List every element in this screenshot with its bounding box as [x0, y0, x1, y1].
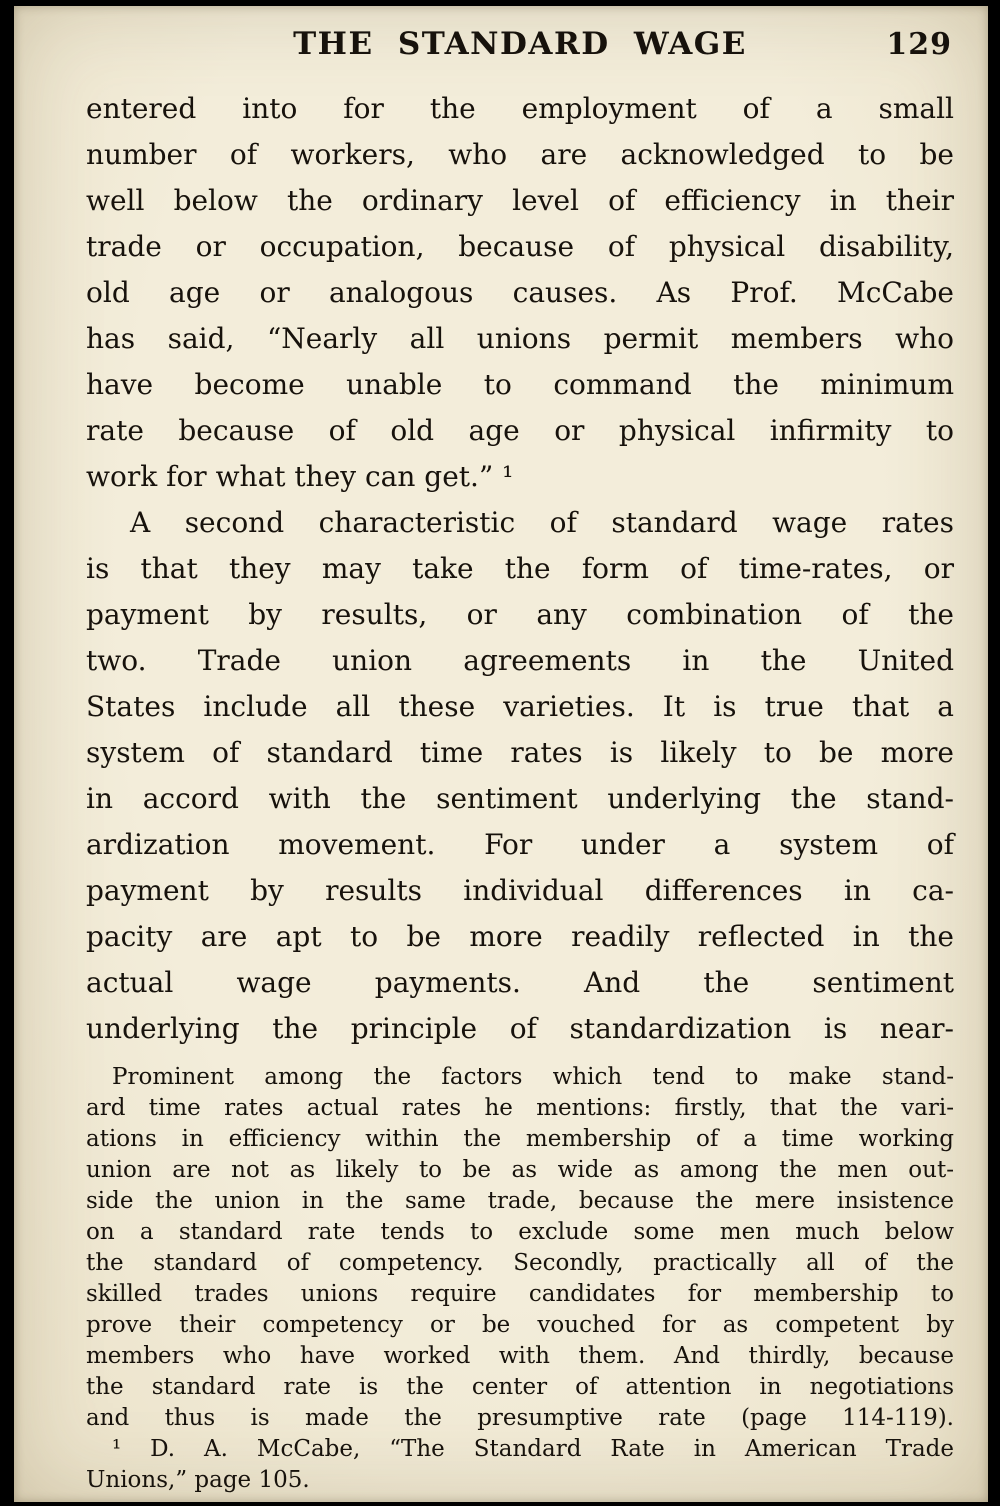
- text-line: in accord with the sentiment underlying the stand-: [86, 782, 954, 815]
- text-line: Prominent among the factors which tend to make stand-: [112, 1064, 954, 1090]
- text-line: have become unable to command the minimum: [86, 368, 954, 401]
- text-line: well below the ordinary level of efficiency in their: [86, 184, 954, 217]
- text-line: rate because of old age or physical infirmity to: [86, 414, 954, 447]
- text-line: has said, “Nearly all unions permit members who: [86, 322, 954, 355]
- text-line: ations in efficiency within the membership of a time working: [86, 1126, 954, 1152]
- text-line: members who have worked with them. And thirdly, because: [86, 1343, 954, 1369]
- running-title: THE STANDARD WAGE: [293, 26, 747, 62]
- text-line: work for what they can get.” ¹: [86, 460, 514, 493]
- text-line: payment by results individual differences in ca-: [86, 874, 954, 907]
- text-line: ¹ D. A. McCabe, “The Standard Rate in American Trade: [112, 1436, 954, 1462]
- text-line: skilled trades unions require candidates for membership to: [86, 1281, 954, 1307]
- page-header: [86, 26, 954, 70]
- text-line: prove their competency or be vouched for as competent by: [86, 1312, 954, 1338]
- text-line: actual wage payments. And the sentiment: [86, 966, 954, 999]
- text-line: the standard rate is the center of attention in negotiations: [86, 1374, 954, 1400]
- footnote-text: [86, 1062, 954, 1496]
- body-paragraph: [86, 86, 954, 500]
- text-line: is that they may take the form of time-rates, or: [86, 552, 954, 585]
- text-line: the standard of competency. Secondly, practically all of the: [86, 1250, 954, 1276]
- text-line: system of standard time rates is likely to be more: [86, 736, 954, 769]
- text-line: trade or occupation, because of physical disability,: [86, 230, 954, 263]
- text-line: pacity are apt to be more readily reflected in the: [86, 920, 954, 953]
- text-line: Unions,” page 105.: [86, 1467, 310, 1493]
- footnote-paragraph: [86, 1434, 954, 1496]
- text-line: entered into for the employment of a small: [86, 92, 954, 125]
- body-paragraph: [86, 500, 954, 1052]
- text-line: on a standard rate tends to exclude some men much below: [86, 1219, 954, 1245]
- text-line: two. Trade union agreements in the United: [86, 644, 954, 677]
- page-number: 129: [886, 27, 952, 62]
- text-line: side the union in the same trade, because the mere insistence: [86, 1188, 954, 1214]
- text-line: A second characteristic of standard wage rates: [130, 506, 954, 539]
- text-line: union are not as likely to be as wide as among the men out-: [86, 1157, 954, 1183]
- text-line: payment by results, or any combination of the: [86, 598, 954, 631]
- text-line: number of workers, who are acknowledged to be: [86, 138, 954, 171]
- body-text: [86, 86, 954, 1052]
- text-line: States include all these varieties. It is true that a: [86, 690, 954, 723]
- text-line: ard time rates actual rates he mentions: firstly, that the vari-: [86, 1095, 954, 1121]
- text-line: old age or analogous causes. As Prof. McCabe: [86, 276, 954, 309]
- text-line: and thus is made the presumptive rate (page 114-119).: [86, 1405, 954, 1431]
- text-line: ardization movement. For under a system of: [86, 828, 954, 861]
- footnote-paragraph: [86, 1062, 954, 1434]
- text-line: underlying the principle of standardization is near-: [86, 1012, 954, 1045]
- book-page-paper: [14, 6, 988, 1502]
